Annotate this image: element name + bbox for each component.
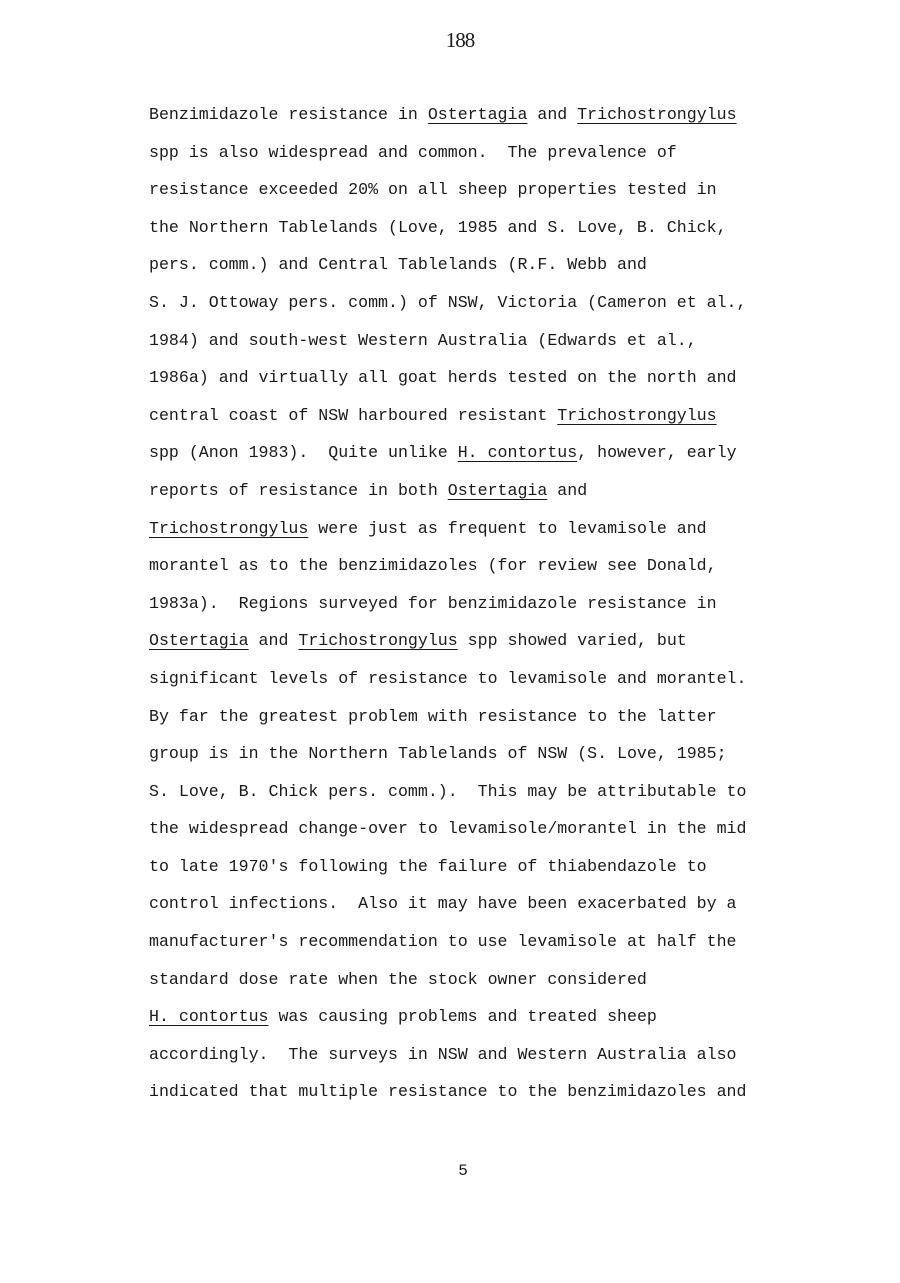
text-line	[149, 660, 849, 698]
text-line	[149, 246, 849, 284]
underlined-term: H. contortus	[149, 1007, 269, 1027]
text-segment: accordingly. The surveys in NSW and Western Australia also	[149, 1044, 737, 1064]
body-text	[149, 96, 849, 1111]
underlined-term: Trichostrongylus	[557, 405, 717, 425]
text-segment: manufacturer's recommendation to use levamisole at half the	[149, 932, 737, 952]
text-segment: pers. comm.) and Central Tablelands (R.F. Webb and	[149, 255, 647, 275]
text-segment: to late 1970's following the failure of thiabendazole to	[149, 856, 707, 876]
text-line	[149, 848, 849, 886]
text-line	[149, 1036, 849, 1074]
underlined-term: Ostertagia	[447, 480, 548, 500]
text-segment: spp is also widespread and common. The prevalence of	[149, 142, 677, 162]
text-line	[149, 434, 849, 472]
text-line	[149, 359, 849, 397]
footer-page-number: 5	[458, 1162, 468, 1180]
text-line	[149, 810, 849, 848]
text-line	[149, 735, 849, 773]
underlined-term: H. contortus	[457, 443, 578, 463]
text-segment: 1983a). Regions surveyed for benzimidazole resistance in	[149, 593, 717, 613]
text-segment: significant levels of resistance to levamisole and morantel.	[149, 668, 747, 688]
text-line	[149, 998, 849, 1036]
text-segment: the widespread change-over to levamisole/morantel in the mid	[149, 819, 747, 839]
text-line	[149, 923, 849, 961]
text-segment: and	[248, 631, 299, 651]
text-segment: 1984) and south-west Western Australia (Edwards et al.,	[149, 330, 697, 350]
text-line	[149, 397, 849, 435]
text-segment: , however, early	[577, 443, 737, 463]
underlined-term: Trichostrongylus	[298, 631, 458, 651]
text-segment: standard dose rate when the stock owner considered	[149, 969, 647, 989]
text-line	[149, 1073, 849, 1111]
text-line	[149, 134, 849, 172]
text-segment: and	[527, 105, 578, 124]
text-line	[149, 510, 849, 548]
text-segment: Benzimidazole resistance in	[149, 105, 428, 124]
text-segment: central coast of NSW harboured resistant	[149, 405, 558, 425]
text-line	[149, 622, 849, 660]
underlined-term: Trichostrongylus	[577, 105, 737, 124]
text-segment: morantel as to the benzimidazoles (for review see Donald,	[149, 556, 717, 576]
text-line	[149, 209, 849, 247]
text-segment: resistance exceeded 20% on all sheep properties tested in	[149, 180, 717, 200]
underlined-term: Ostertagia	[149, 631, 249, 651]
text-segment: S. J. Ottoway pers. comm.) of NSW, Victoria (Cameron et al.,	[149, 292, 747, 312]
text-segment: By far the greatest problem with resistance to the latter	[149, 706, 717, 726]
text-line	[149, 472, 849, 510]
text-line	[149, 96, 849, 134]
underlined-term: Trichostrongylus	[149, 518, 309, 538]
text-line	[149, 961, 849, 999]
text-segment: the Northern Tablelands (Love, 1985 and S. Love, B. Chick,	[149, 217, 727, 237]
text-line	[149, 284, 849, 322]
text-segment: S. Love, B. Chick pers. comm.). This may be attributable to	[149, 781, 747, 801]
text-line	[149, 171, 849, 209]
text-segment: and	[547, 480, 588, 500]
text-segment: control infections. Also it may have been exacerbated by a	[149, 894, 737, 914]
text-segment: reports of resistance in both	[149, 480, 448, 500]
text-segment: spp showed varied, but	[457, 631, 687, 651]
underlined-term: Ostertagia	[427, 105, 528, 124]
text-segment: indicated that multiple resistance to the benzimidazoles and	[149, 1082, 747, 1102]
text-segment: group is in the Northern Tablelands of NSW (S. Love, 1985;	[149, 744, 727, 764]
text-segment: were just as frequent to levamisole and	[308, 518, 707, 538]
text-line	[149, 773, 849, 811]
text-line	[149, 885, 849, 923]
text-line	[149, 698, 849, 736]
text-segment: 1986a) and virtually all goat herds tested on the north and	[149, 368, 737, 388]
text-line	[149, 322, 849, 360]
text-segment: spp (Anon 1983). Quite unlike	[149, 443, 458, 463]
text-segment: was causing problems and treated sheep	[268, 1007, 657, 1027]
text-line	[149, 547, 849, 585]
page-number: 188	[445, 28, 475, 52]
text-line	[149, 585, 849, 623]
